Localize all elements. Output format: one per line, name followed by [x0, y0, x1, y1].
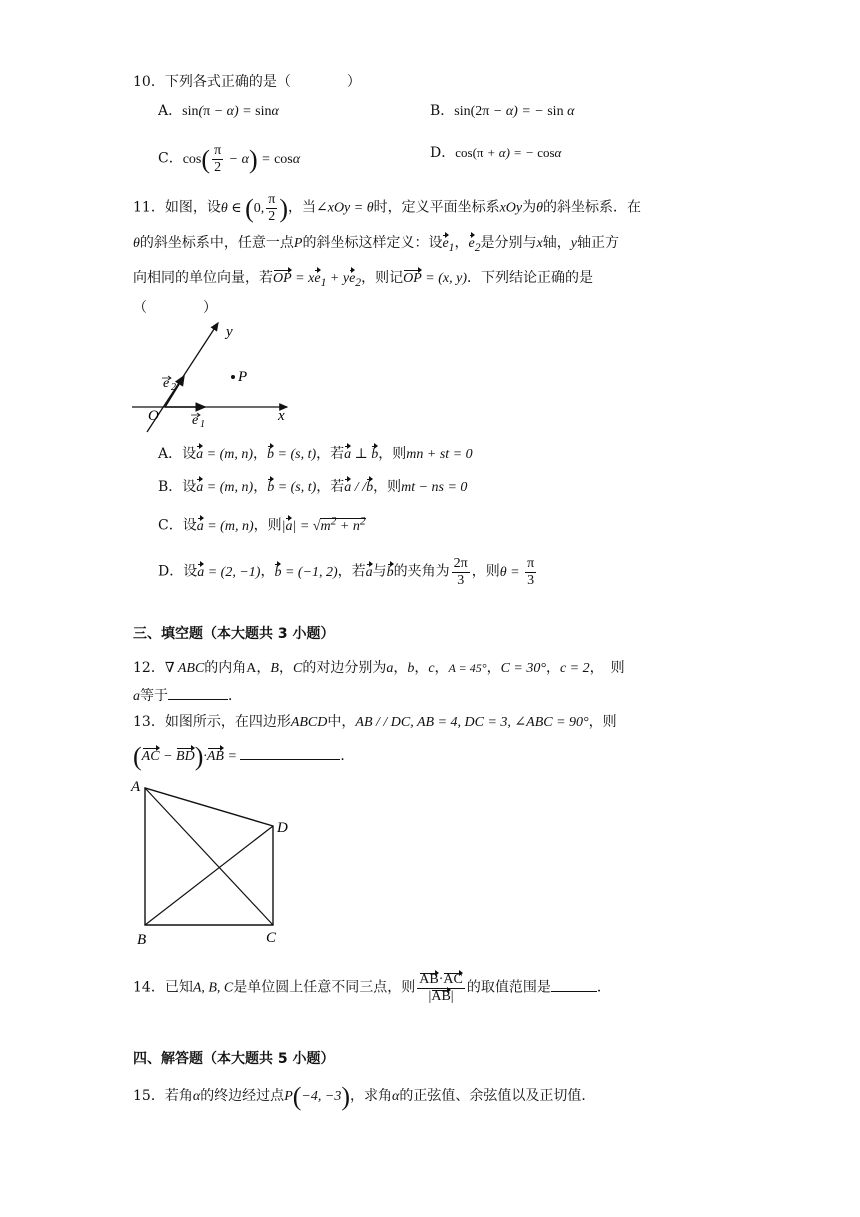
q10-option-b[interactable]: B．sin(2π − α) = − sin α — [430, 103, 575, 119]
q11-option-b[interactable]: B．设a = (m, n)，b = (s, t)，若a / /b，则mt − ns = 0 — [158, 477, 467, 498]
point-p — [231, 375, 235, 379]
x-label: x — [278, 408, 285, 424]
q11-paren: （ ） — [133, 300, 217, 316]
quadrilateral-figure — [128, 775, 298, 950]
q10-option-a[interactable]: A．sin(π − α) = sinα — [158, 103, 279, 119]
q10-stem: 10．下列各式正确的是（ ） — [133, 74, 361, 90]
e2-label: e — [163, 376, 170, 391]
q11-option-d[interactable]: D．设a = (2, −1)，b = (−1, 2)，若a与b的夹角为 $\frac{2\pi}{3}$ ，则θ = $\frac{\pi}{3}$ — [158, 556, 535, 588]
e1-label: e — [192, 413, 199, 428]
vertex-d-label: D — [277, 820, 288, 836]
vertex-c-label: C — [266, 930, 277, 946]
q15-line: 15．若角α的终边经过点P(−4, −3)，求角α的正弦值、余弦值以及正切值． — [133, 1081, 596, 1111]
q11-line2: θ的斜坐标系中，任意一点P的斜坐标这样定义：设$e_1$，$e_2$是分别与x轴，y轴正方 — [133, 235, 619, 254]
q11-line3: 向相同的单位向量，若OP = $xe_1 + ye_2$，则记OP = (x, y)．下列结论正确的是 — [133, 270, 593, 289]
vertex-a-label: A — [131, 779, 141, 795]
q11-option-c[interactable]: C．设a = (m, n)，则$|a| = √m^2 + n^2$ — [158, 511, 366, 537]
q13-line1: 13．如图所示，在四边形ABCD中，AB / / DC, AB = 4, DC = 3, ∠ABC = 90°，则 — [133, 714, 617, 730]
q10-option-d[interactable]: D．cos(π + α) = − cosα — [430, 145, 562, 161]
q12-answer-blank[interactable] — [168, 685, 228, 700]
q12-line2: a等于 ． — [133, 685, 242, 707]
section4-heading: 四、解答题（本大题共 5 小题） — [133, 1051, 335, 1067]
q14-line: 14．已知A, B, C是单位圆上任意不同三点，则 $\frac{AB\cdot AC}{|AB|}$ 的取值范围是 ． — [133, 972, 611, 1004]
q12-line1: 12．∇ ABC的内角A，B，C的对边分别为a，b，c，A = 45°，C = 30°，c = 2， 则 — [133, 660, 625, 676]
oblique-coordinate-figure — [125, 318, 305, 436]
e1-subscript: 1 — [200, 419, 205, 430]
diagonal-ac — [145, 788, 273, 925]
q11-option-a[interactable]: A．设a = (m, n)，b = (s, t)，若a ⊥ b，则mn + st = 0 — [158, 444, 473, 465]
e2-subscript: 2 — [171, 382, 176, 393]
origin-label: O — [148, 408, 159, 424]
q11-line1: 11．如图，设θ ∈ (0, $\frac{\pi}{2}$ )，当∠xOy = θ时，定义平面坐标系xOy为θ的斜坐标系．在 — [133, 192, 642, 224]
diagonal-bd — [145, 826, 273, 925]
y-label: y — [226, 324, 233, 340]
q14-answer-blank[interactable] — [551, 977, 597, 992]
q13-line2: (AC − BD)·AB = ． — [133, 741, 355, 771]
q10-option-c[interactable]: C．cos( $\frac{\pi}{2}$ − α) = cosα — [158, 143, 301, 175]
vertex-b-label: B — [137, 932, 147, 948]
p-label: P — [238, 369, 248, 385]
section3-heading: 三、填空题（本大题共 3 小题） — [133, 626, 335, 642]
q13-answer-blank[interactable] — [240, 745, 340, 760]
